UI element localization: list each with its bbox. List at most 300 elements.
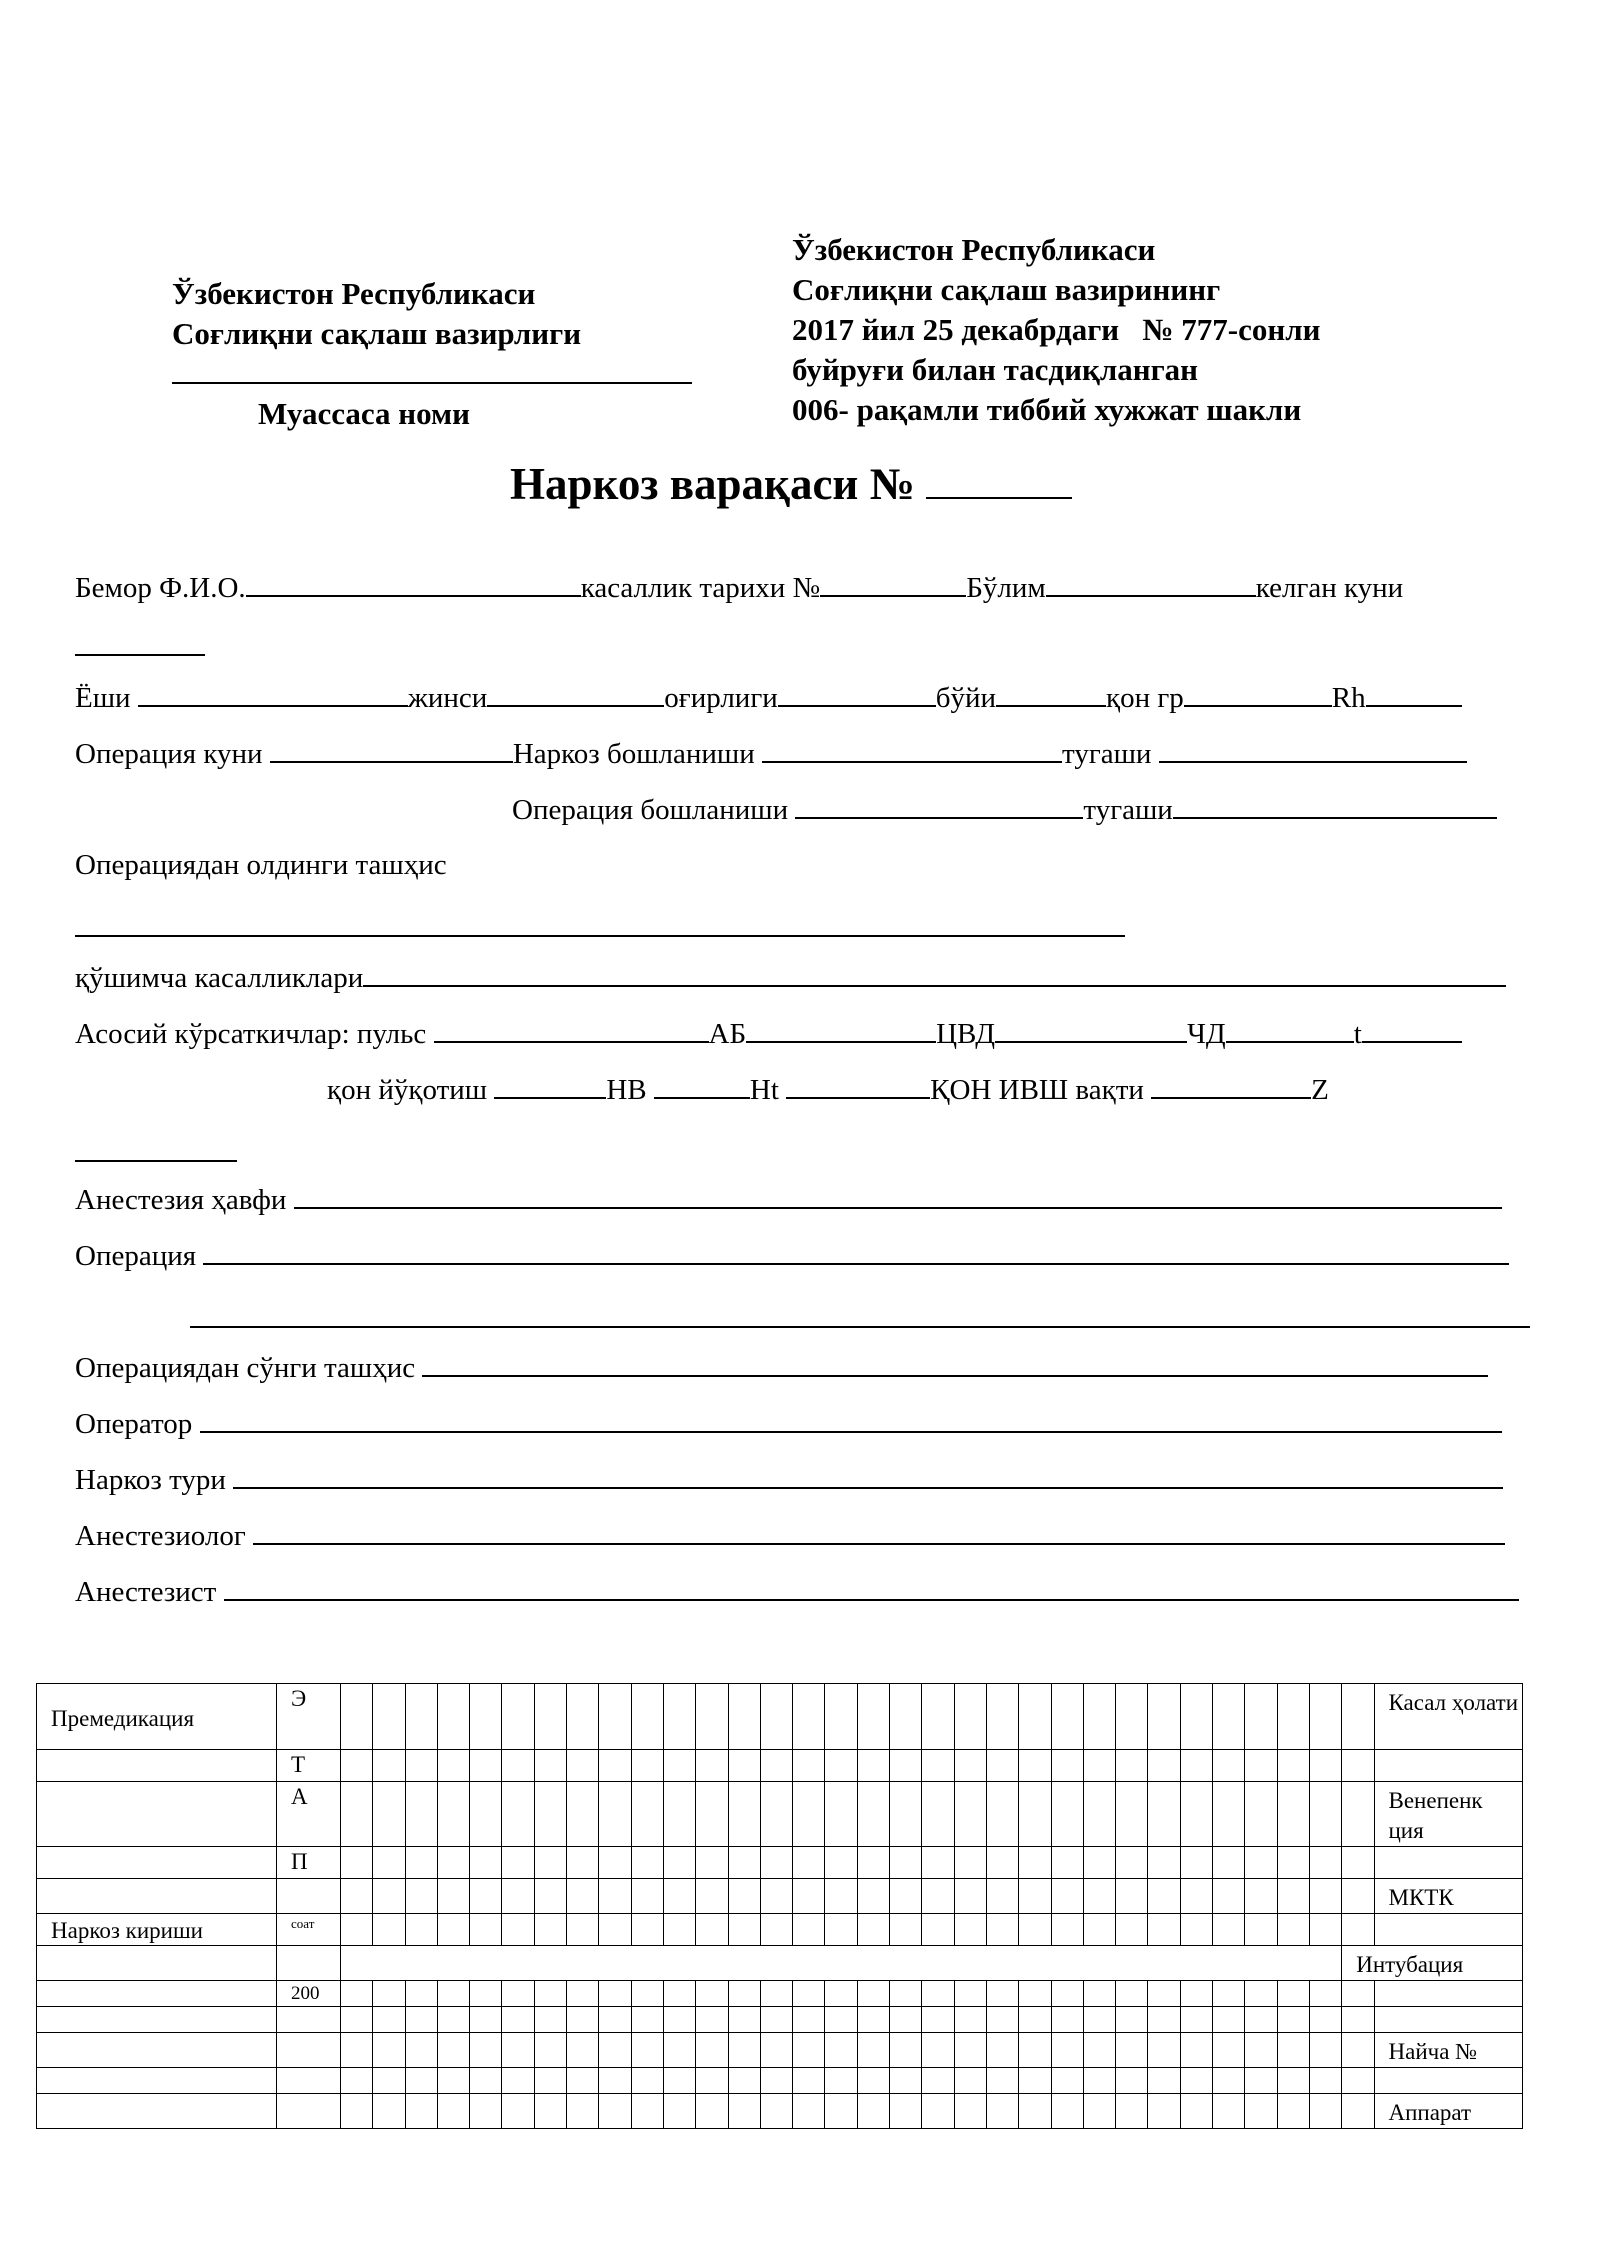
label-cell[interactable] xyxy=(37,1750,277,1782)
grid-cell[interactable] xyxy=(1245,2007,1277,2033)
grid-cell[interactable] xyxy=(1309,1981,1341,2007)
grid-cell[interactable] xyxy=(470,2033,502,2068)
grid-cell[interactable] xyxy=(760,2094,792,2129)
label-cell[interactable] xyxy=(37,1782,277,1847)
grid-cell[interactable] xyxy=(1245,1684,1277,1750)
grid-cell[interactable] xyxy=(986,1981,1018,2007)
grid-cell[interactable] xyxy=(1148,1684,1180,1750)
grid-cell[interactable] xyxy=(1051,2007,1083,2033)
grid-cell[interactable] xyxy=(1148,1782,1180,1847)
operation-end-field[interactable] xyxy=(1173,793,1497,819)
grid-cell[interactable] xyxy=(954,1684,986,1750)
grid-cell[interactable] xyxy=(1083,1684,1115,1750)
grid-cell[interactable] xyxy=(793,2068,825,2094)
grid-cell[interactable] xyxy=(470,2094,502,2129)
grid-cell[interactable] xyxy=(1083,1750,1115,1782)
grid-cell[interactable] xyxy=(502,1914,534,1946)
grid-cell[interactable] xyxy=(857,1750,889,1782)
grid-cell[interactable] xyxy=(1213,1914,1245,1946)
grid-cell[interactable] xyxy=(825,1879,857,1914)
grid-cell[interactable] xyxy=(631,1782,663,1847)
grid-cell[interactable] xyxy=(567,2007,599,2033)
grid-cell[interactable] xyxy=(663,1847,695,1879)
grid-cell[interactable] xyxy=(631,2007,663,2033)
grid-cell[interactable] xyxy=(437,1981,469,2007)
grid-cell[interactable] xyxy=(631,1750,663,1782)
grid-cell[interactable] xyxy=(534,1879,566,1914)
grid-cell[interactable] xyxy=(1213,1847,1245,1879)
grid-cell[interactable] xyxy=(631,2068,663,2094)
label-cell[interactable] xyxy=(37,1981,277,2007)
grid-cell[interactable] xyxy=(599,1684,631,1750)
grid-cell[interactable] xyxy=(470,1684,502,1750)
grid-cell[interactable] xyxy=(890,1914,922,1946)
grid-cell[interactable] xyxy=(1116,1981,1148,2007)
grid-cell[interactable] xyxy=(1019,2094,1051,2129)
grid-cell[interactable] xyxy=(760,1782,792,1847)
grid-cell[interactable] xyxy=(663,2068,695,2094)
intubation-merged-cell[interactable] xyxy=(341,1946,1342,1981)
grid-cell[interactable] xyxy=(373,2033,405,2068)
grid-cell[interactable] xyxy=(1019,1847,1051,1879)
grid-cell[interactable] xyxy=(793,1914,825,1946)
grid-cell[interactable] xyxy=(825,1981,857,2007)
grid-cell[interactable] xyxy=(405,1750,437,1782)
grid-cell[interactable] xyxy=(922,1782,954,1847)
grid-cell[interactable] xyxy=(567,2068,599,2094)
grid-cell[interactable] xyxy=(1148,1914,1180,1946)
grid-cell[interactable] xyxy=(696,2033,728,2068)
grid-cell[interactable] xyxy=(1277,1750,1309,1782)
grid-cell[interactable] xyxy=(696,1879,728,1914)
grid-cell[interactable] xyxy=(341,2068,373,2094)
grid-cell[interactable] xyxy=(1309,1914,1341,1946)
grid-cell[interactable] xyxy=(760,2068,792,2094)
grid-cell[interactable] xyxy=(341,1914,373,1946)
grid-cell[interactable] xyxy=(793,1750,825,1782)
rh-field[interactable] xyxy=(1366,681,1462,707)
grid-cell[interactable] xyxy=(1116,2033,1148,2068)
grid-cell[interactable] xyxy=(663,1879,695,1914)
grid-cell[interactable] xyxy=(1019,1879,1051,1914)
grid-cell[interactable] xyxy=(1245,2068,1277,2094)
grid-cell[interactable] xyxy=(728,1981,760,2007)
grid-cell[interactable] xyxy=(1213,1750,1245,1782)
pulse-field[interactable] xyxy=(434,1017,709,1043)
grid-cell[interactable] xyxy=(1019,1981,1051,2007)
grid-cell[interactable] xyxy=(663,1684,695,1750)
grid-cell[interactable] xyxy=(1309,2007,1341,2033)
grid-cell[interactable] xyxy=(1083,2033,1115,2068)
grid-cell[interactable] xyxy=(1342,2094,1374,2129)
grid-cell[interactable] xyxy=(405,1914,437,1946)
grid-cell[interactable] xyxy=(631,1847,663,1879)
grid-cell[interactable] xyxy=(1051,1750,1083,1782)
ht-field[interactable] xyxy=(786,1073,930,1099)
grid-cell[interactable] xyxy=(1309,1782,1341,1847)
grid-cell[interactable] xyxy=(341,1879,373,1914)
grid-cell[interactable] xyxy=(1309,1879,1341,1914)
grid-cell[interactable] xyxy=(857,1782,889,1847)
grid-cell[interactable] xyxy=(470,2007,502,2033)
grid-cell[interactable] xyxy=(1083,2068,1115,2094)
grid-cell[interactable] xyxy=(922,1914,954,1946)
grid-cell[interactable] xyxy=(1309,1750,1341,1782)
grid-cell[interactable] xyxy=(341,1750,373,1782)
grid-cell[interactable] xyxy=(793,1782,825,1847)
grid-cell[interactable] xyxy=(1245,1782,1277,1847)
grid-cell[interactable] xyxy=(922,2094,954,2129)
grid-cell[interactable] xyxy=(599,2007,631,2033)
grid-cell[interactable] xyxy=(857,1684,889,1750)
grid-cell[interactable] xyxy=(1116,1879,1148,1914)
grid-cell[interactable] xyxy=(1180,1914,1212,1946)
grid-cell[interactable] xyxy=(567,1914,599,1946)
grid-cell[interactable] xyxy=(1083,1782,1115,1847)
height-field[interactable] xyxy=(996,681,1106,707)
grid-cell[interactable] xyxy=(534,1684,566,1750)
grid-cell[interactable] xyxy=(1116,1847,1148,1879)
grid-cell[interactable] xyxy=(954,1782,986,1847)
grid-cell[interactable] xyxy=(825,2068,857,2094)
grid-cell[interactable] xyxy=(631,1914,663,1946)
grid-cell[interactable] xyxy=(1342,2068,1374,2094)
grid-cell[interactable] xyxy=(341,1847,373,1879)
grid-cell[interactable] xyxy=(728,2007,760,2033)
grid-cell[interactable] xyxy=(373,1782,405,1847)
grid-cell[interactable] xyxy=(1051,2094,1083,2129)
grid-cell[interactable] xyxy=(760,1914,792,1946)
grid-cell[interactable] xyxy=(890,2068,922,2094)
label-cell[interactable] xyxy=(37,2033,277,2068)
axis-label[interactable]: Т xyxy=(277,1750,341,1782)
postop-diagnosis-field[interactable] xyxy=(422,1351,1488,1377)
grid-cell[interactable] xyxy=(631,1981,663,2007)
grid-cell[interactable] xyxy=(1051,1879,1083,1914)
grid-cell[interactable] xyxy=(1019,1750,1051,1782)
grid-cell[interactable] xyxy=(1180,1879,1212,1914)
grid-cell[interactable] xyxy=(922,1981,954,2007)
grid-cell[interactable] xyxy=(696,2094,728,2129)
grid-cell[interactable] xyxy=(825,1847,857,1879)
grid-cell[interactable] xyxy=(599,1879,631,1914)
grid-cell[interactable] xyxy=(534,2033,566,2068)
grid-cell[interactable] xyxy=(534,1914,566,1946)
grid-cell[interactable] xyxy=(696,2007,728,2033)
grid-cell[interactable] xyxy=(825,2007,857,2033)
grid-cell[interactable] xyxy=(857,2094,889,2129)
grid-cell[interactable] xyxy=(1245,1847,1277,1879)
weight-field[interactable] xyxy=(778,681,936,707)
grid-cell[interactable] xyxy=(1180,2007,1212,2033)
grid-cell[interactable] xyxy=(1342,1750,1374,1782)
grid-cell[interactable] xyxy=(760,1847,792,1879)
grid-cell[interactable] xyxy=(986,1879,1018,1914)
grid-cell[interactable] xyxy=(986,1914,1018,1946)
grid-cell[interactable] xyxy=(954,2007,986,2033)
operation-start-field[interactable] xyxy=(795,793,1083,819)
grid-cell[interactable] xyxy=(760,2007,792,2033)
t-field[interactable] xyxy=(1362,1017,1462,1043)
grid-cell[interactable] xyxy=(405,1847,437,1879)
grid-cell[interactable] xyxy=(825,1914,857,1946)
grid-cell[interactable] xyxy=(631,2033,663,2068)
anesthesia-end-field[interactable] xyxy=(1159,737,1467,763)
grid-cell[interactable] xyxy=(1277,2033,1309,2068)
grid-cell[interactable] xyxy=(793,2033,825,2068)
premedication-label[interactable]: Премедикация xyxy=(37,1684,277,1750)
grid-cell[interactable] xyxy=(1277,2068,1309,2094)
grid-cell[interactable] xyxy=(1309,1684,1341,1750)
grid-cell[interactable] xyxy=(405,1981,437,2007)
grid-cell[interactable] xyxy=(437,1914,469,1946)
grid-cell[interactable] xyxy=(663,2094,695,2129)
grid-cell[interactable] xyxy=(1245,2094,1277,2129)
grid-cell[interactable] xyxy=(1180,2068,1212,2094)
grid-cell[interactable] xyxy=(857,1981,889,2007)
grid-cell[interactable] xyxy=(1277,1847,1309,1879)
grid-cell[interactable] xyxy=(1180,1847,1212,1879)
grid-cell[interactable] xyxy=(502,1684,534,1750)
grid-cell[interactable] xyxy=(728,1879,760,1914)
grid-cell[interactable] xyxy=(728,2068,760,2094)
blood-loss-field[interactable] xyxy=(494,1073,606,1099)
grid-cell[interactable] xyxy=(341,1782,373,1847)
grid-cell[interactable] xyxy=(1277,1782,1309,1847)
grid-cell[interactable] xyxy=(1083,1981,1115,2007)
grid-cell[interactable] xyxy=(1083,2007,1115,2033)
grid-cell[interactable] xyxy=(1116,1750,1148,1782)
axis-label[interactable]: Э xyxy=(277,1684,341,1750)
grid-cell[interactable] xyxy=(1277,1879,1309,1914)
axis-label[interactable]: соат xyxy=(277,1914,341,1946)
axis-cell[interactable] xyxy=(277,2094,341,2129)
grid-cell[interactable] xyxy=(954,1981,986,2007)
anesthesiologist-field[interactable] xyxy=(253,1519,1505,1545)
grid-cell[interactable] xyxy=(1051,1914,1083,1946)
grid-cell[interactable] xyxy=(437,1782,469,1847)
grid-cell[interactable] xyxy=(1083,2094,1115,2129)
grid-cell[interactable] xyxy=(663,1981,695,2007)
grid-cell[interactable] xyxy=(567,1879,599,1914)
grid-cell[interactable] xyxy=(954,2033,986,2068)
label-cell[interactable] xyxy=(37,1879,277,1914)
grid-cell[interactable] xyxy=(922,2068,954,2094)
grid-cell[interactable] xyxy=(534,2007,566,2033)
grid-cell[interactable] xyxy=(405,1684,437,1750)
grid-cell[interactable] xyxy=(663,2033,695,2068)
operator-field[interactable] xyxy=(200,1407,1502,1433)
grid-cell[interactable] xyxy=(1180,1750,1212,1782)
grid-cell[interactable] xyxy=(341,1684,373,1750)
grid-cell[interactable] xyxy=(857,1847,889,1879)
anesthetist-field[interactable] xyxy=(224,1575,1519,1601)
grid-cell[interactable] xyxy=(373,1914,405,1946)
grid-cell[interactable] xyxy=(825,2033,857,2068)
grid-cell[interactable] xyxy=(986,2033,1018,2068)
grid-cell[interactable] xyxy=(470,1981,502,2007)
grid-cell[interactable] xyxy=(1180,1981,1212,2007)
grid-cell[interactable] xyxy=(502,1981,534,2007)
grid-cell[interactable] xyxy=(696,2068,728,2094)
ab-field[interactable] xyxy=(746,1017,936,1043)
grid-cell[interactable] xyxy=(1245,1981,1277,2007)
grid-cell[interactable] xyxy=(1277,1684,1309,1750)
grid-cell[interactable] xyxy=(986,1847,1018,1879)
grid-cell[interactable] xyxy=(1309,1847,1341,1879)
grid-cell[interactable] xyxy=(890,1684,922,1750)
grid-cell[interactable] xyxy=(857,2068,889,2094)
grid-cell[interactable] xyxy=(825,2094,857,2129)
grid-cell[interactable] xyxy=(405,2033,437,2068)
grid-cell[interactable] xyxy=(1019,2007,1051,2033)
grid-cell[interactable] xyxy=(599,1914,631,1946)
grid-cell[interactable] xyxy=(502,2094,534,2129)
grid-cell[interactable] xyxy=(890,1750,922,1782)
grid-cell[interactable] xyxy=(986,1684,1018,1750)
cvd-field[interactable] xyxy=(995,1017,1187,1043)
grid-cell[interactable] xyxy=(1342,1981,1374,2007)
axis-cell[interactable] xyxy=(277,1946,341,1981)
grid-cell[interactable] xyxy=(1148,1750,1180,1782)
grid-cell[interactable] xyxy=(890,2094,922,2129)
grid-cell[interactable] xyxy=(696,1847,728,1879)
grid-cell[interactable] xyxy=(1342,1782,1374,1847)
grid-cell[interactable] xyxy=(341,1981,373,2007)
grid-cell[interactable] xyxy=(793,2094,825,2129)
grid-cell[interactable] xyxy=(502,2007,534,2033)
grid-cell[interactable] xyxy=(1051,2033,1083,2068)
institution-name-line[interactable] xyxy=(172,382,692,384)
grid-cell[interactable] xyxy=(1019,1914,1051,1946)
grid-cell[interactable] xyxy=(1342,1847,1374,1879)
grid-cell[interactable] xyxy=(793,2007,825,2033)
grid-cell[interactable] xyxy=(341,2094,373,2129)
grid-cell[interactable] xyxy=(470,2068,502,2094)
anesthesia-start-field[interactable] xyxy=(762,737,1062,763)
grid-cell[interactable] xyxy=(1148,2033,1180,2068)
patient-field[interactable] xyxy=(246,571,581,597)
grid-cell[interactable] xyxy=(405,1879,437,1914)
grid-cell[interactable] xyxy=(1051,1847,1083,1879)
sheet-number-field[interactable] xyxy=(926,467,1072,499)
grid-cell[interactable] xyxy=(825,1782,857,1847)
grid-cell[interactable] xyxy=(373,1684,405,1750)
grid-cell[interactable] xyxy=(631,2094,663,2129)
grid-cell[interactable] xyxy=(1051,2068,1083,2094)
grid-cell[interactable] xyxy=(1180,2033,1212,2068)
grid-cell[interactable] xyxy=(437,2007,469,2033)
chd-field[interactable] xyxy=(1226,1017,1354,1043)
grid-cell[interactable] xyxy=(1213,1879,1245,1914)
grid-cell[interactable] xyxy=(857,2033,889,2068)
grid-cell[interactable] xyxy=(1342,2007,1374,2033)
grid-cell[interactable] xyxy=(1180,1782,1212,1847)
hb-field[interactable] xyxy=(654,1073,750,1099)
grid-cell[interactable] xyxy=(1116,1684,1148,1750)
blood-group-field[interactable] xyxy=(1184,681,1332,707)
grid-cell[interactable] xyxy=(534,2094,566,2129)
grid-cell[interactable] xyxy=(502,1782,534,1847)
grid-cell[interactable] xyxy=(1019,1684,1051,1750)
grid-cell[interactable] xyxy=(631,1684,663,1750)
grid-cell[interactable] xyxy=(405,2007,437,2033)
grid-cell[interactable] xyxy=(986,2068,1018,2094)
grid-cell[interactable] xyxy=(567,1847,599,1879)
axis-cell[interactable] xyxy=(277,2007,341,2033)
grid-cell[interactable] xyxy=(1277,1981,1309,2007)
grid-cell[interactable] xyxy=(437,2068,469,2094)
grid-cell[interactable] xyxy=(696,1981,728,2007)
grid-cell[interactable] xyxy=(1213,1981,1245,2007)
label-cell[interactable] xyxy=(37,1946,277,1981)
grid-cell[interactable] xyxy=(760,1684,792,1750)
axis-label[interactable]: А xyxy=(277,1782,341,1847)
grid-cell[interactable] xyxy=(373,2068,405,2094)
grid-cell[interactable] xyxy=(373,2094,405,2129)
anesthesia-entry-label[interactable]: Наркоз кириши xyxy=(37,1914,277,1946)
grid-cell[interactable] xyxy=(373,1750,405,1782)
grid-cell[interactable] xyxy=(793,1981,825,2007)
grid-cell[interactable] xyxy=(728,1914,760,1946)
grid-cell[interactable] xyxy=(502,2068,534,2094)
grid-cell[interactable] xyxy=(954,2068,986,2094)
grid-cell[interactable] xyxy=(890,1847,922,1879)
anesthesia-type-field[interactable] xyxy=(233,1463,1503,1489)
grid-cell[interactable] xyxy=(954,1847,986,1879)
grid-cell[interactable] xyxy=(728,1782,760,1847)
grid-cell[interactable] xyxy=(437,1750,469,1782)
grid-cell[interactable] xyxy=(1342,1914,1374,1946)
preop-diagnosis-field[interactable] xyxy=(75,935,1125,937)
grid-cell[interactable] xyxy=(437,2094,469,2129)
grid-cell[interactable] xyxy=(534,1847,566,1879)
grid-cell[interactable] xyxy=(470,1782,502,1847)
grid-cell[interactable] xyxy=(1083,1847,1115,1879)
grid-cell[interactable] xyxy=(599,1847,631,1879)
grid-cell[interactable] xyxy=(1148,2068,1180,2094)
grid-cell[interactable] xyxy=(470,1847,502,1879)
age-field[interactable] xyxy=(138,681,408,707)
grid-cell[interactable] xyxy=(825,1684,857,1750)
grid-cell[interactable] xyxy=(405,2068,437,2094)
grid-cell[interactable] xyxy=(567,2033,599,2068)
grid-cell[interactable] xyxy=(341,2033,373,2068)
grid-cell[interactable] xyxy=(922,2007,954,2033)
grid-cell[interactable] xyxy=(663,1750,695,1782)
grid-cell[interactable] xyxy=(728,1684,760,1750)
grid-cell[interactable] xyxy=(470,1750,502,1782)
grid-cell[interactable] xyxy=(1051,1981,1083,2007)
grid-cell[interactable] xyxy=(470,1914,502,1946)
grid-cell[interactable] xyxy=(793,1847,825,1879)
grid-cell[interactable] xyxy=(986,2007,1018,2033)
grid-cell[interactable] xyxy=(567,1782,599,1847)
grid-cell[interactable] xyxy=(1245,2033,1277,2068)
grid-cell[interactable] xyxy=(696,1782,728,1847)
grid-cell[interactable] xyxy=(793,1879,825,1914)
grid-cell[interactable] xyxy=(502,1879,534,1914)
grid-cell[interactable] xyxy=(599,1981,631,2007)
grid-cell[interactable] xyxy=(663,1782,695,1847)
comorbidities-field[interactable] xyxy=(363,961,1506,987)
grid-cell[interactable] xyxy=(1083,1879,1115,1914)
grid-cell[interactable] xyxy=(1309,2033,1341,2068)
grid-cell[interactable] xyxy=(986,2094,1018,2129)
grid-cell[interactable] xyxy=(922,1847,954,1879)
grid-cell[interactable] xyxy=(760,2033,792,2068)
grid-cell[interactable] xyxy=(890,1879,922,1914)
